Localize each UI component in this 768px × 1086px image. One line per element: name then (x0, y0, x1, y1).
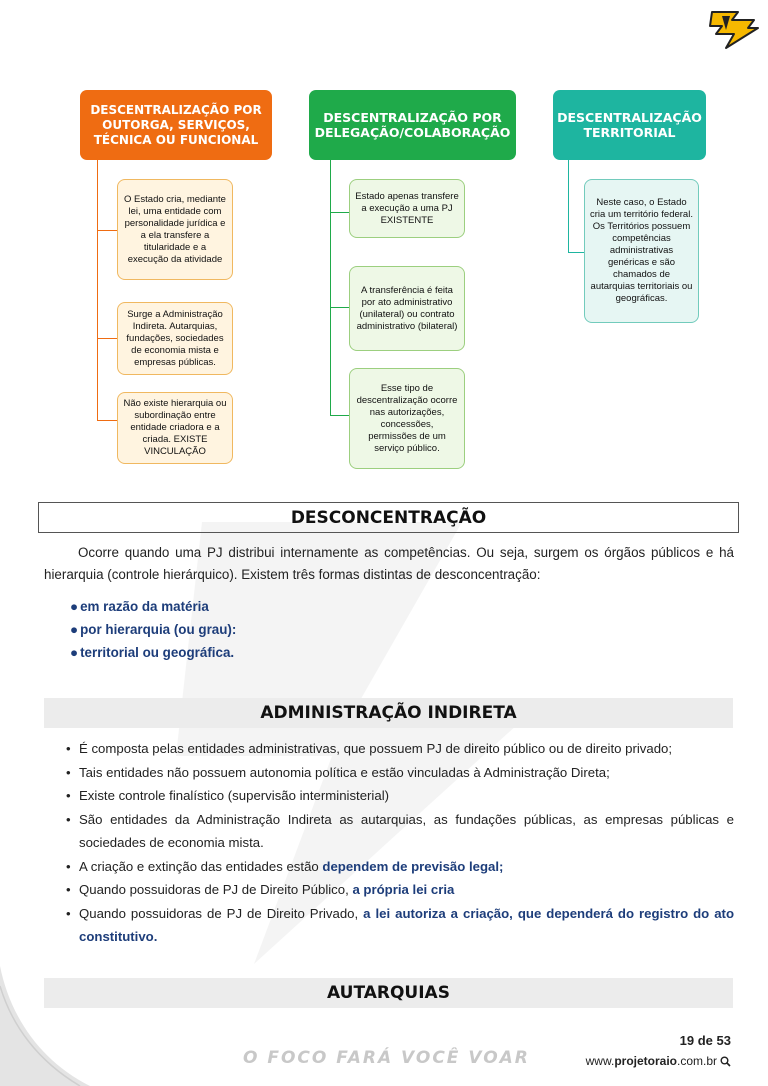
connector-line (330, 160, 331, 415)
box-outorga-3: Não existe hierarquia ou subordinação entre entidade criadora e a criada. EXISTE VINCULAÇÃO (117, 392, 233, 464)
header-descentralizacao-outorga: DESCENTRALIZAÇÃO POR OUTORGA, SERVIÇOS, TÉCNICA OU FUNCIONAL (80, 90, 272, 160)
desconcentracao-paragraph: Ocorre quando uma PJ distribui internamente as competências. Ou seja, surgem os órgãos públicos e há hierarquia (controle hierárquico). Existem três formas distintas de desconcentração: (44, 545, 734, 582)
projeto-raio-logo (708, 6, 760, 50)
connector-line (330, 415, 350, 416)
header-descentralizacao-delegacao: DESCENTRALIZAÇÃO POR DELEGAÇÃO/COLABORAÇÃO (309, 90, 516, 160)
box-delegacao-3: Esse tipo de descentralização ocorre nas autorizações, concessões, permissões de um serviço público. (349, 368, 465, 469)
list-item: ● em razão da matéria (70, 599, 209, 614)
connector-line (97, 420, 117, 421)
box-delegacao-2: A transferência é feita por ato administrativo (unilateral) ou contrato administrativo (bilateral) (349, 266, 465, 351)
box-outorga-1: O Estado cria, mediante lei, uma entidade com personalidade jurídica e a ela transfere a titularidade e a execução da atividade (117, 179, 233, 280)
connector-line (97, 230, 117, 231)
list-item: • A criação e extinção das entidades estão dependem de previsão legal; (66, 855, 734, 879)
list-item: • É composta pelas entidades administrativas, que possuem PJ de direito público ou de direito privado; (66, 737, 734, 761)
box-delegacao-1: Estado apenas transfere a execução a uma PJ EXISTENTE (349, 179, 465, 238)
connector-line (568, 252, 584, 253)
list-item: • Tais entidades não possuem autonomia política e estão vinculadas à Administração Direta; (66, 761, 734, 785)
connector-line (330, 212, 350, 213)
list-item: • Quando possuidoras de PJ de Direito Privado, a lei autoriza a criação, que dependerá do registro do ato constitutivo. (66, 902, 734, 949)
desconcentracao-list (70, 595, 236, 664)
box-outorga-2: Surge a Administração Indireta. Autarquias, fundações, sociedades de economia mista e empresas públicas. (117, 302, 233, 375)
connector-line (568, 160, 569, 252)
footer-website: www.projetoraio.com.br (586, 1054, 731, 1068)
search-icon (720, 1056, 731, 1067)
footer-slogan: O FOCO FARÁ VOCÊ VOAR (243, 1048, 530, 1068)
section-title-administracao-indireta: ADMINISTRAÇÃO INDIRETA (44, 698, 733, 728)
list-item: • São entidades da Administração Indireta as autarquias, as fundações públicas, as empresas públicas e sociedades de economia mista. (66, 808, 734, 855)
list-item: ● territorial ou geográfica. (70, 645, 235, 660)
header-descentralizacao-territorial: DESCENTRALIZAÇÃO TERRITORIAL (553, 90, 706, 160)
section-title-desconcentracao: DESCONCENTRAÇÃO (38, 502, 739, 533)
section-title-autarquias: AUTARQUIAS (44, 978, 733, 1008)
connector-line (97, 338, 117, 339)
administracao-indireta-list (66, 737, 734, 949)
connector-line (330, 307, 350, 308)
list-item: • Quando possuidoras de PJ de Direito Público, a própria lei cria (66, 878, 734, 902)
list-item: ● por hierarquia (ou grau): (70, 622, 237, 637)
page-number: 19 de 53 (679, 1033, 731, 1048)
box-territorial-1: Neste caso, o Estado cria um território federal. Os Territórios possuem competências administrativas genéricas e são chamados de autarquias territoriais ou geográficas. (584, 179, 699, 323)
connector-line (97, 160, 98, 420)
list-item: • Existe controle finalístico (supervisão interministerial) (66, 784, 734, 808)
